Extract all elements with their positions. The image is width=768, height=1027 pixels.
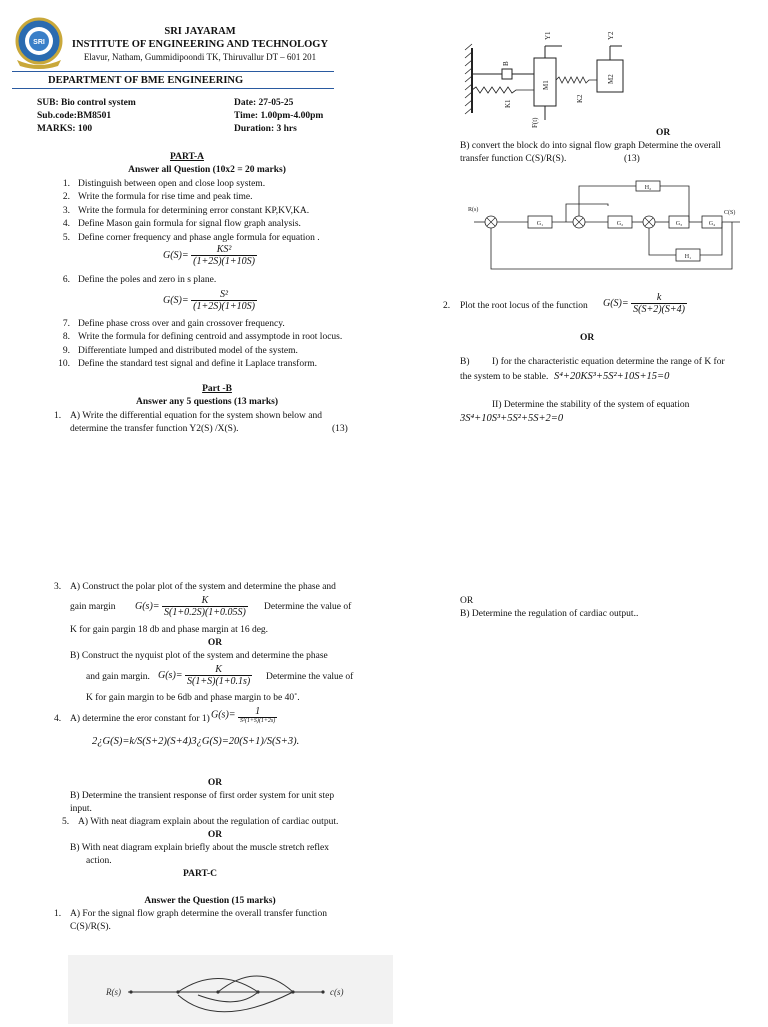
q2b-i-equation: S⁴+20KS³+5S²+10S+15=0 — [554, 371, 670, 382]
q1-or: OR — [656, 128, 671, 138]
list-item: 6. Define the poles and zero in s plane. — [62, 275, 217, 285]
q5-number: 5. — [62, 817, 70, 827]
equation-q5: G(S)= $\frac{\text{KS²}}{(1+2S)(1+10S)}$ — [163, 244, 255, 267]
equation-q2a: G(S)= $\frac{k}{S(S+2)(S+4)}$ — [603, 292, 685, 315]
mass-m1-label: M1 — [542, 80, 550, 90]
q3a-gain-margin: gain margin — [70, 602, 116, 612]
meta-date: Date: 27-05-25 — [234, 98, 294, 108]
spring-k1-label: K1 — [504, 99, 512, 108]
q1b-text-line2: transfer function C(S)/R(S). — [460, 154, 567, 164]
q2a-text: Plot the root locus of the function — [460, 301, 588, 311]
meta-time: Time: 1.00pm-4.00pm — [234, 111, 324, 121]
sfg-input-label: R(s) — [106, 987, 121, 997]
institute-name: INSTITUTE OF ENGINEERING AND TECHNOLOGY — [71, 39, 329, 50]
equation-q4a: G(s)= $\frac{1}{\text{S²(1+S)(1+2s)}}$ — [211, 706, 276, 724]
q5a-text: A) With neat diagram explain about the regulation of cardiac output. — [78, 817, 339, 827]
q3b-line3: K for gain margin to be 6db and phase margin to be 40˚. — [86, 693, 300, 703]
list-item: 10. Define the standard test signal and define it Laplace transform. — [58, 359, 317, 370]
equation-q3b: G(s)= $\frac{K}{S(1+S)(1+0.1s)}$ — [158, 664, 251, 687]
q3a-text: A) Construct the polar plot of the system and determine the phase and — [70, 582, 336, 592]
part-a-title: PART-A — [170, 152, 204, 162]
displacement-y1-label: Y1 — [544, 31, 552, 40]
list-item: 2. Write the formula for rise time and peak time. — [62, 192, 253, 203]
list-item: 7. Define phase cross over and gain crossover frequency. — [62, 319, 285, 329]
q1a-marks: (13) — [332, 424, 348, 434]
block-g3-label: G₃ — [675, 221, 683, 227]
pc-q1a-line2: C(S)/R(S). — [70, 922, 111, 932]
q2b-label: B) — [460, 357, 470, 367]
q4a-text: A) determine the eror constant for 1) — [70, 714, 210, 724]
displacement-y2-label: Y2 — [607, 31, 615, 40]
part-c-instruction: Answer the Question (15 marks) — [144, 896, 276, 906]
q3a-line3: K for gain pargin 18 db and phase margin at 16 deg. — [70, 625, 269, 635]
part-a-list-3 — [52, 318, 352, 372]
meta-subject: SUB: Bio control system — [37, 98, 136, 108]
list-item: 3. Write the formula for determining error constant KP,KV,KA. — [62, 205, 310, 216]
logo-text: SRI — [33, 39, 45, 46]
q2b-i-text: I) for the characteristic equation determine the range of K for — [492, 357, 725, 367]
part-c-title: PART-C — [183, 869, 217, 879]
q2-number: 2. — [443, 301, 451, 311]
q5b-text: B) With neat diagram explain briefly about the muscle stretch reflex — [70, 843, 330, 853]
q3-or: OR — [207, 638, 223, 648]
q3b-gain-margin: and gain margin. — [86, 672, 150, 682]
header-rule-top — [12, 71, 334, 72]
pc-q1a-text: A) For the signal flow graph determine the overall transfer function — [70, 909, 327, 919]
department-name: DEPARTMENT OF BME ENGINEERING — [48, 75, 244, 86]
meta-marks: MARKS: 100 — [37, 124, 93, 134]
q4-or: OR — [207, 778, 223, 788]
force-label: F(t) — [531, 117, 539, 128]
q2b-i-text-line2: the system to be stable. — [460, 372, 549, 382]
block-diagram — [466, 176, 746, 272]
sfg-output-label: c(s) — [330, 987, 344, 997]
q1b-text: B) convert the block do into signal flow graph Determine the overall — [460, 141, 721, 151]
q2b-ii-equation: 3S⁴+10S³+5S²+5S+2=0 — [460, 413, 564, 424]
right-b-text: B) Determine the regulation of cardiac output.. — [460, 609, 639, 619]
q4b-line2: input. — [70, 804, 92, 814]
college-name: SRI JAYARAM — [164, 26, 236, 37]
q1a-text-line2: determine the transfer function Y2(S) /X(S). — [70, 424, 239, 434]
block-h1-label: H₁ — [684, 254, 692, 260]
part-a-instruction: Answer all Question (10x2 = 20 marks) — [128, 165, 286, 175]
q1-number: 1. — [54, 411, 62, 421]
q4-number: 4. — [54, 714, 62, 724]
mechanical-system-diagram — [462, 28, 652, 130]
right-or: OR — [460, 596, 474, 606]
list-item: 9. Differentiate lumped and distributed model of the system. — [62, 345, 298, 356]
block-g4-label: G₄ — [708, 221, 716, 227]
q1a-text: A) Write the differential equation for the system shown below and — [70, 411, 323, 421]
part-b-title: Part -B — [202, 384, 232, 394]
part-a-list-2 — [52, 274, 352, 287]
q4a-line2: 2¿G(S)=k/S(S+2)(S+4)3¿G(S)=20(S+1)/S(S+3). — [92, 736, 300, 747]
meta-duration: Duration: 3 hrs — [234, 124, 297, 134]
q2b-ii-text: II) Determine the stability of the system of equation — [492, 400, 690, 410]
block-g1-label: G₁ — [536, 221, 544, 227]
part-a-list-1 — [52, 178, 352, 245]
equation-q6: G(S)= $\frac{\text{S²}}{(1+2S)(1+10S)}$ — [163, 289, 255, 312]
list-item: 1. Distinguish between open and close loop system. — [62, 179, 266, 189]
q2-or: OR — [580, 333, 595, 343]
signal-flow-graph-diagram — [68, 955, 393, 1024]
q5b-line2: action. — [86, 856, 112, 866]
block-input-label: R(s) — [468, 207, 479, 213]
pc-q1-number: 1. — [54, 909, 62, 919]
q3-number: 3. — [54, 582, 62, 592]
q4b-text: B) Determine the transient response of first order system for unit step — [70, 791, 335, 801]
equation-q3a: G(s)= $\frac{K}{S(1+0.2S)(1+0.05S)}$ — [135, 595, 246, 618]
q1b-marks: (13) — [624, 154, 640, 164]
list-item: 5. Define corner frequency and phase angle formula for equation . — [62, 232, 320, 243]
damper-label: B — [502, 61, 510, 66]
q3a-tail: Determine the value of — [264, 602, 352, 612]
q3b-tail: Determine the value of — [266, 672, 354, 682]
q3b-text: B) Construct the nyquist plot of the system and determine the phase — [70, 651, 328, 661]
part-b-instruction: Answer any 5 questions (13 marks) — [135, 397, 279, 407]
list-item: 4. Define Mason gain formula for signal flow graph analysis. — [62, 219, 301, 230]
list-item: 8. Write the formula for defining centroid and assymptode in root locus. — [62, 332, 343, 343]
header-rule-bottom — [12, 88, 334, 89]
block-h2-label: H₂ — [644, 185, 652, 191]
spring-k2-label: K2 — [576, 94, 584, 103]
mass-m2-label: M2 — [607, 74, 615, 84]
meta-subcode: Sub.code:BM8501 — [37, 111, 112, 121]
block-output-label: C(S) — [724, 210, 736, 216]
q5-or: OR — [207, 830, 223, 840]
block-g2-label: G₂ — [616, 221, 624, 227]
institute-address: Elavur, Natham, Gummidipoondi TK, Thiruvallur DT – 601 201 — [83, 52, 317, 62]
